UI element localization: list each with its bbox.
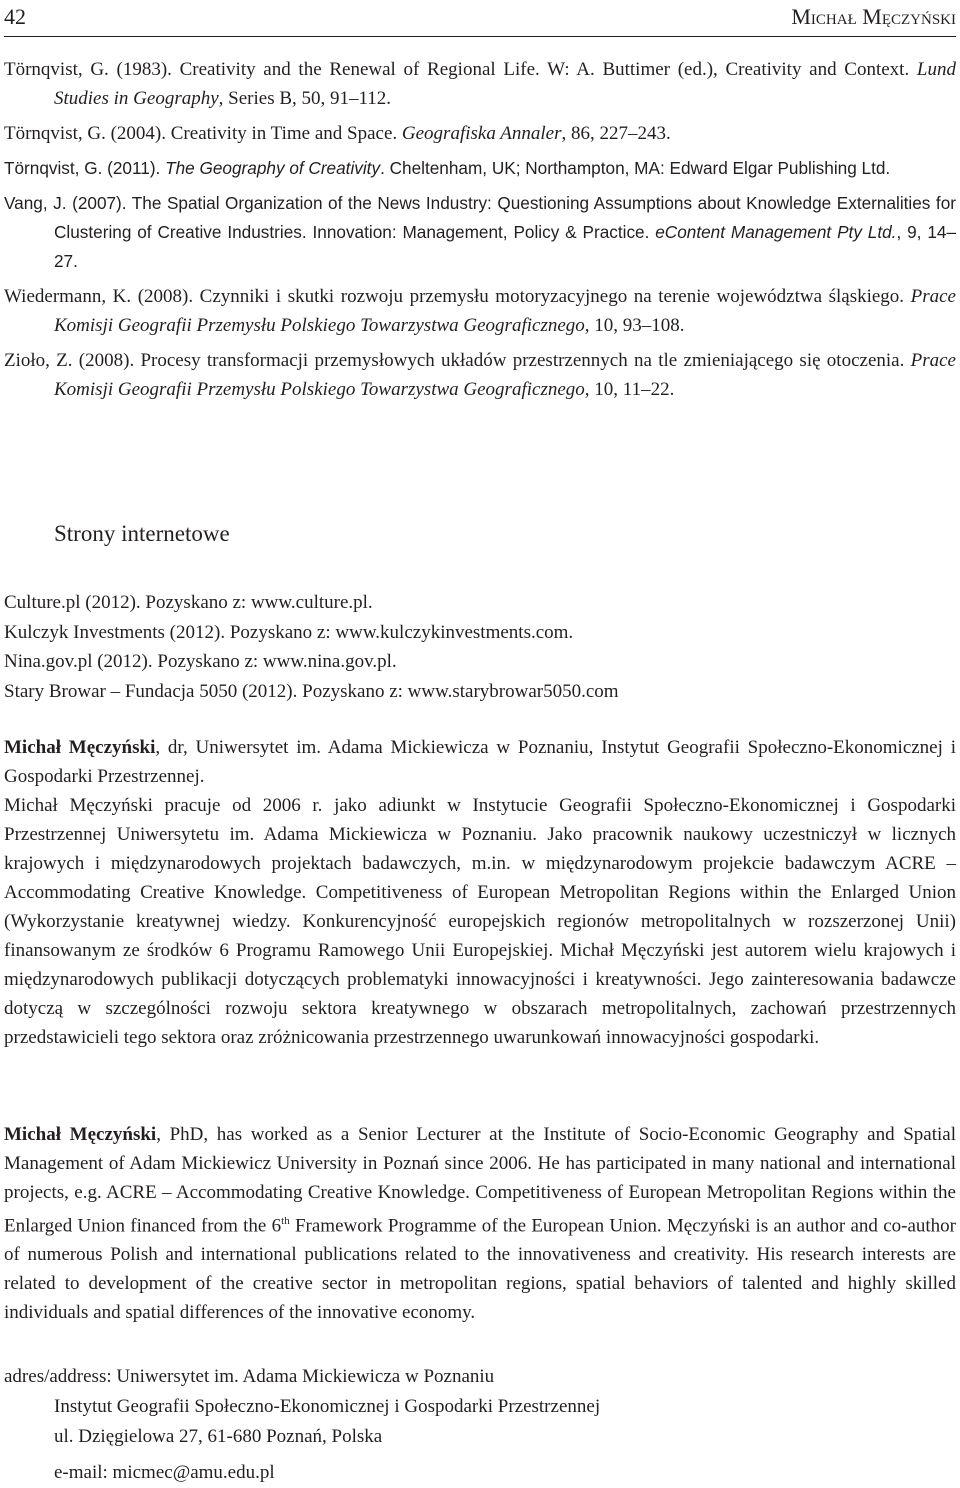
affiliation-text: , dr, Uniwersytet im. Adama Mickiewicza w Poznaniu, Instytut Geografii Społeczno-Ekonomicznej i Gospodarki Przestrzennej. — [4, 737, 956, 787]
reference-title: Prace Komisji Geografii Przemysłu Polskiego Towarzystwa Geograficznego — [54, 286, 956, 336]
author-bio-english — [4, 1120, 956, 1327]
author-name: Michał Męczyński — [4, 1124, 157, 1145]
address-block — [4, 1362, 600, 1488]
address-line: ul. Dzięgielowa 27, 61-680 Poznań, Polska — [54, 1426, 383, 1447]
reference-title: The Geography of Creativity — [165, 158, 381, 178]
running-head: Michał Męczyński — [791, 4, 956, 29]
reference-text: Wiedermann, K. (2008). Czynniki i skutki rozwoju przemysłu motoryzacyjnego na terenie województwa śląskiego. — [4, 286, 911, 307]
reference-text: , 10, 11–22. — [584, 379, 675, 400]
reference-text: , 10, 93–108. — [584, 315, 685, 336]
reference-title: Geografiska Annaler — [401, 123, 562, 144]
address-line: Instytut Geografii Społeczno-Ekonomicznej i Gospodarki Przestrzennej — [54, 1396, 601, 1417]
web-source-item: Kulczyk Investments (2012). Pozyskano z: www.kulczykinvestments.com. — [4, 621, 574, 643]
reference-item — [4, 189, 956, 276]
web-source-item: Stary Browar – Fundacja 5050 (2012). Pozyskano z: www.starybrowar5050.com — [4, 680, 619, 702]
author-bio-polish: Michał Męczyński pracuje od 2006 r. jako adiunkt w Instytucie Geografii Społeczno-Ekonomicznej i Gospodarki Przestrzennej Uniwersytetu im. Adama Mickiewicza w Poznaniu. Jako pracownik naukowy uczestniczył w licznych krajowych i międzynarodowych projektach badawczych, m.in. w międzynarodowym projekcie badawczym ACRE – Accommodating Creative Knowledge. Competitiveness of European Metropolitan Regions within the Enlarged Union (Wykorzystanie kreatywnej wiedzy. Konkurencyjność europejskich regionów metropolitalnych w rozszerzonej Unii) finansowanym ze środków 6 Programu Ramowego Unii Europejskiej. Michał Męczyński jest autorem wielu krajowych i międzynarodowych publikacji dotyczących problematyki innowacyjności i kreatywności. Jego zainteresowania badawcze dotyczą w szczególności rozwoju sektora kreatywnego w obszarach metropolitalnych, zachowań przestrzennych przedstawicieli tego sektora oraz zróżnicowania przestrzennego uwarunkowań innowacyjności gospodarki. — [4, 795, 956, 1048]
reference-title: eContent Management Pty Ltd. — [655, 222, 897, 242]
address-line: adres/address: Uniwersytet im. Adama Mickiewicza w Poznaniu — [4, 1366, 495, 1387]
reference-text: Törnqvist, G. (2011). — [4, 158, 166, 178]
reference-text: , 86, 227–243. — [561, 123, 671, 144]
page-number: 42 — [4, 4, 26, 29]
bio-text: , PhD, has worked as a Senior Lecturer at the Institute of Socio-Economic Geography and Spatial Management of Adam Mickiewicz University in Poznań since 2006. He has participated in many national and international projects, e.g. ACRE – Accommodating Creative Knowledge. Competitiveness of European Metropolitan Regions within the Enlarged Union financed from the 6 — [4, 1124, 957, 1237]
reference-item — [4, 55, 956, 113]
email-line: e-mail: micmec@amu.edu.pl — [54, 1462, 275, 1483]
reference-list — [4, 55, 956, 410]
section-heading: Strony internetowe — [54, 521, 230, 546]
reference-item — [4, 346, 956, 404]
page-header — [4, 2, 956, 37]
author-affiliation — [4, 733, 956, 791]
web-source-item: Nina.gov.pl (2012). Pozyskano z: www.nina.gov.pl. — [4, 651, 397, 672]
reference-item — [4, 154, 956, 183]
reference-text: , Series B, 50, 91–112. — [218, 88, 392, 109]
reference-item — [4, 282, 956, 340]
reference-text: . Cheltenham, UK; Northampton, MA: Edward Elgar Publishing Ltd. — [380, 158, 891, 178]
reference-title: Lund Studies in Geography — [54, 59, 956, 109]
reference-text: Zioło, Z. (2008). Procesy transformacji przemysłowych układów przestrzennych na tle zmieniającego się otoczenia. — [4, 350, 911, 371]
web-source-item: Culture.pl (2012). Pozyskano z: www.culture.pl. — [4, 592, 373, 613]
web-sources-list — [4, 588, 619, 706]
reference-title: Prace Komisji Geografii Przemysłu Polskiego Towarzystwa Geograficznego — [54, 350, 956, 400]
ordinal-superscript: th — [281, 1215, 290, 1227]
reference-item — [4, 119, 956, 148]
reference-text: Vang, J. (2007). The Spatial Organization of the News Industry: Questioning Assumptions about Knowledge Externalities for Clustering of Creative Industries. Innovation: Management, Policy & Practice. — [4, 193, 956, 242]
reference-text: , 9, 14–27. — [54, 222, 957, 271]
bio-text: Framework Programme of the European Union. Męczyński is an author and co-author of numerous Polish and international publications related to the innovativeness and creativity. His research interests are related to development of the creative sector in metropolitan regions, spatial behaviors of talented and highly skilled individuals and spatial differences of the innovative economy. — [4, 1215, 956, 1324]
author-name: Michał Męczyński — [4, 737, 156, 758]
reference-text: Törnqvist, G. (2004). Creativity in Time and Space. — [4, 123, 402, 144]
reference-text: Törnqvist, G. (1983). Creativity and the Renewal of Regional Life. W: A. Buttimer (ed.), Creativity and Context. — [4, 59, 917, 80]
